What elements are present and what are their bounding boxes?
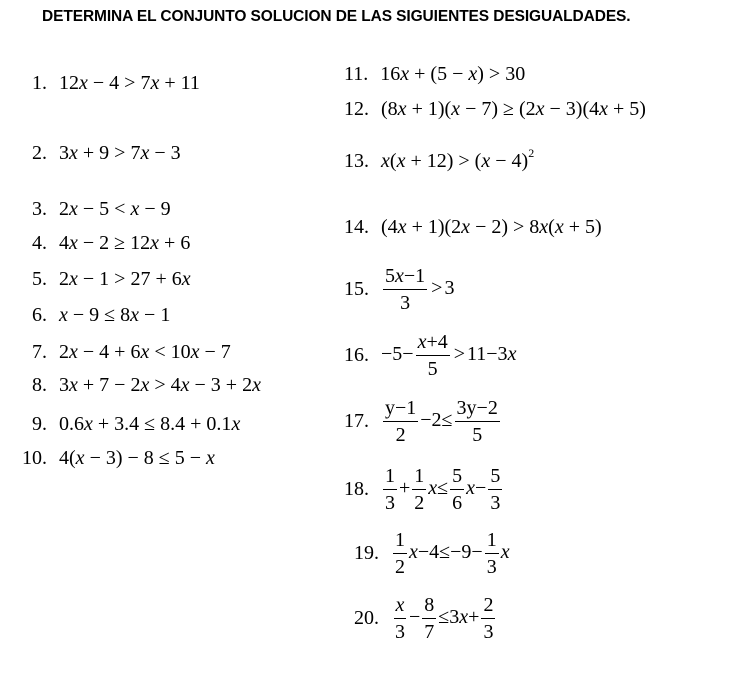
problem-15 <box>344 266 454 313</box>
problem-10 <box>22 447 215 470</box>
problem-expression: 4(x − 3) − 8 ≤ 5 − x <box>59 447 215 469</box>
problem-number: 19. <box>354 542 379 564</box>
problem-16 <box>344 332 516 379</box>
problem-expression: 2x − 5 < x − 9 <box>59 198 171 220</box>
problem-number: 5. <box>32 268 47 290</box>
problem-number: 2. <box>32 142 47 164</box>
problem-number: 9. <box>32 413 47 435</box>
problem-number: 4. <box>32 232 47 254</box>
problem-number: 6. <box>32 304 47 326</box>
problem-expression: $x(x + 12) > (x - 4)^2$ <box>381 146 535 172</box>
problem-number: 10. <box>22 447 47 469</box>
problem-18 <box>344 466 504 513</box>
problem-13 <box>344 146 535 173</box>
problem-number: 17. <box>344 410 369 432</box>
problem-expression: 4x − 2 ≥ 12x + 6 <box>59 232 191 254</box>
problem-expression: 2x − 1 > 27 + 6x <box>59 268 191 290</box>
problem-number: 16. <box>344 344 369 366</box>
problem-7 <box>32 341 231 364</box>
problem-9 <box>32 413 240 436</box>
problem-expression: $\frac{y-1}{2}$ −2≤ $\frac{3y-2}{5}$ <box>385 397 498 446</box>
problem-number: 3. <box>32 198 47 220</box>
problem-number: 7. <box>32 341 47 363</box>
problem-number: 13. <box>344 150 369 172</box>
page-title: DETERMINA EL CONJUNTO SOLUCION DE LAS SIGUIENTES DESIGUALDADES. <box>42 8 631 25</box>
problem-number: 8. <box>32 374 47 396</box>
problem-20 <box>354 595 497 642</box>
problem-expression: $\frac{x}{3}$ − $\frac{8}{7}$ ≤3x+ $\frac{2}{3}$ <box>395 594 494 643</box>
problem-17 <box>344 398 502 445</box>
problem-11 <box>344 63 525 86</box>
problem-expression: (8x + 1)(x − 7) ≥ (2x − 3)(4x + 5) <box>381 98 646 120</box>
problem-number: 15. <box>344 278 369 300</box>
problem-expression: −5− $\frac{x+4}{5}$ > 11−3x <box>381 331 517 380</box>
problem-3 <box>32 198 171 221</box>
problem-5 <box>32 268 191 291</box>
problem-expression: 2x − 4 + 6x < 10x − 7 <box>59 341 231 363</box>
problem-number: 18. <box>344 478 369 500</box>
problem-number: 11. <box>344 63 369 85</box>
problem-expression: 0.6x + 3.4 ≤ 8.4 + 0.1x <box>59 413 241 435</box>
problem-number: 20. <box>354 607 379 629</box>
problem-expression: x − 9 ≤ 8x − 1 <box>59 304 171 326</box>
problem-expression: 3x + 9 > 7x − 3 <box>59 142 181 164</box>
problem-expression: 3x + 7 − 2x > 4x − 3 + 2x <box>59 374 261 396</box>
problem-number: 1. <box>32 72 47 94</box>
problem-expression: (4x + 1)(2x − 2) > 8x(x + 5) <box>381 216 602 238</box>
problem-12 <box>344 98 646 121</box>
problem-4 <box>32 232 190 255</box>
problem-expression: $\frac{1}{2}$ x−4≤−9− $\frac{1}{3}$ x <box>395 529 510 578</box>
problem-19 <box>354 530 510 577</box>
problem-expression: $\frac{1}{3}$ + $\frac{1}{2}$ x≤ $\frac{5}{6}$ x− $\frac{5}{3}$ <box>385 465 501 514</box>
problem-8 <box>32 374 261 397</box>
problem-expression: $\frac{5x-1}{3}$ > 3 <box>385 265 455 314</box>
problem-2 <box>32 142 181 165</box>
problem-6 <box>32 304 170 327</box>
problem-expression: 16x + (5 − x) > 30 <box>380 63 526 85</box>
problem-number: 12. <box>344 98 369 120</box>
problem-expression: 12x − 4 > 7x + 11 <box>59 72 200 94</box>
problem-14 <box>344 216 602 239</box>
problem-1 <box>32 72 200 95</box>
problem-number: 14. <box>344 216 369 238</box>
